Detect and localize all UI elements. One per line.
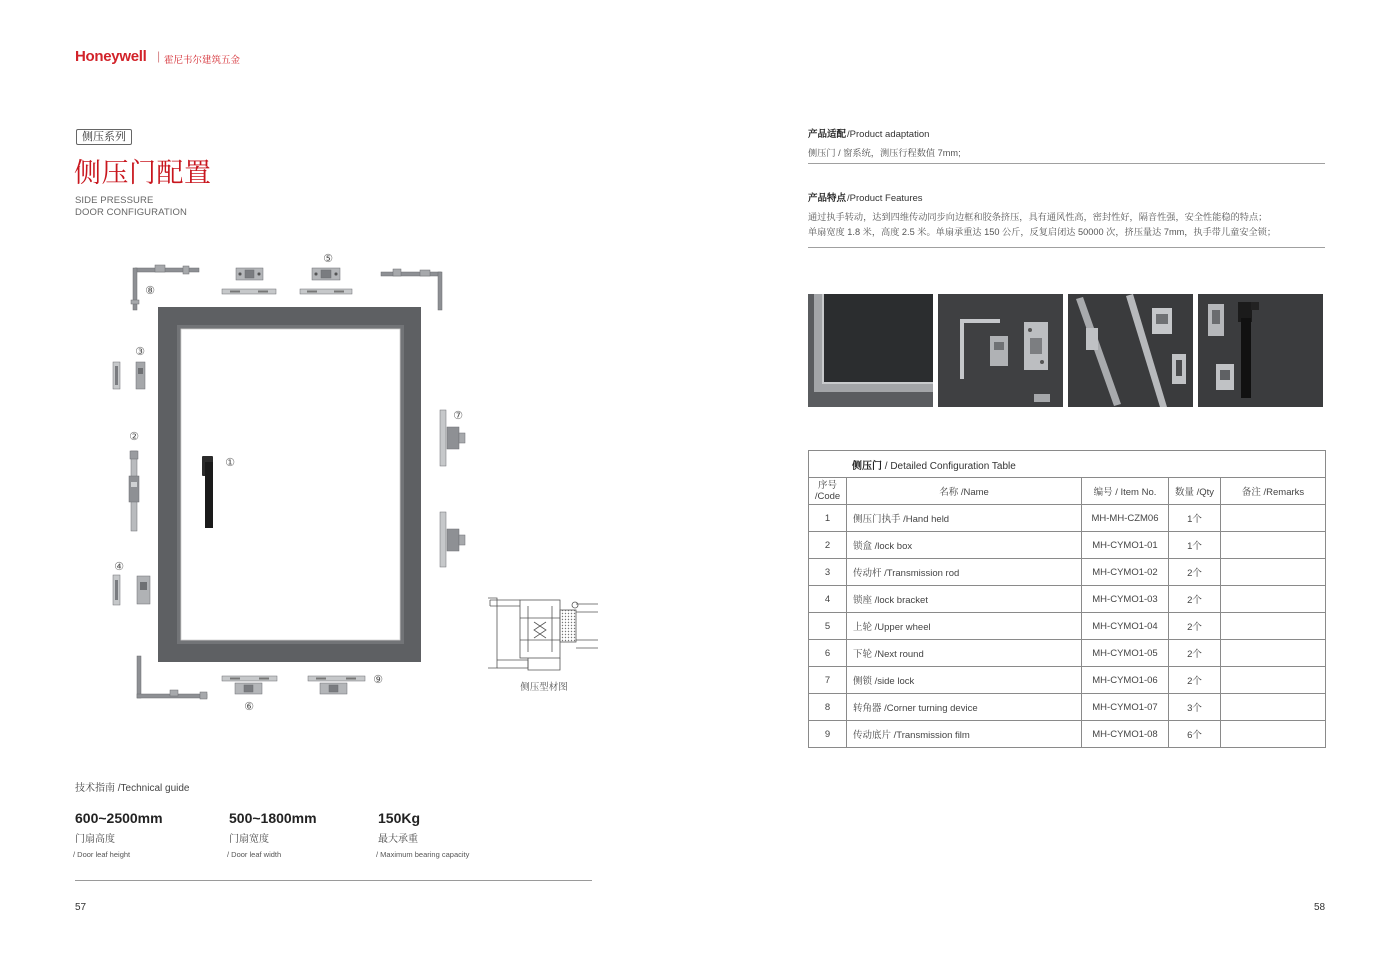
row-qty: 2个	[1169, 559, 1221, 586]
adaptation-text: 侧压门 / 窗系统，测压行程数值 7mm;	[808, 148, 961, 158]
table-row	[809, 613, 1326, 640]
row-remarks	[1221, 613, 1326, 640]
row-qty: 3个	[1169, 694, 1221, 721]
row-qty: 2个	[1169, 613, 1221, 640]
header-code-cn: 序号	[817, 480, 837, 491]
spec-label-en: / Door leaf width	[227, 850, 282, 859]
row-qty: 2个	[1169, 667, 1221, 694]
corner-device-bottom-left-image	[137, 656, 207, 699]
row-name: 传动杆 /Transmission rod	[847, 559, 1082, 586]
page-number-right: 58	[1314, 902, 1326, 913]
table-title	[809, 451, 1326, 478]
technical-guide-label: 技术指南 /Technical guide	[75, 783, 190, 794]
row-name: 下轮 /Next round	[847, 640, 1082, 667]
row-qty: 6个	[1169, 721, 1221, 748]
callout-5: ⑤	[323, 252, 333, 265]
brand-subtitle: 霍尼韦尔建筑五金	[164, 55, 241, 66]
spec-value: 150Kg	[378, 810, 421, 826]
product-photo-hardware-set	[938, 294, 1063, 407]
corner-device-top-left-image	[131, 265, 199, 310]
row-remarks	[1221, 559, 1326, 586]
lock-bracket-image	[113, 575, 150, 605]
row-item-no: MH-CYMO1-05	[1082, 640, 1169, 667]
features-line-2: 单扇宽度 1.8 米，高度 2.5 米。单扇承重达 150 公斤，反复启闭达 50000 次，挤压量达 7mm，执手带儿童安全锁；	[808, 227, 1277, 237]
page-title: 侧压门配置	[74, 158, 212, 188]
row-item-no: MH-CYMO1-02	[1082, 559, 1169, 586]
divider-line	[808, 247, 1325, 248]
header-code-en: /Code	[814, 491, 841, 502]
series-tag: 侧压系列	[76, 129, 132, 145]
row-name: 传动底片 /Transmission film	[847, 721, 1082, 748]
row-code: 3	[809, 559, 847, 586]
table-row	[809, 505, 1326, 532]
header-remarks: 备注 /Remarks	[1221, 478, 1326, 505]
table-title-row	[809, 451, 1326, 478]
header-code	[809, 478, 847, 505]
table-row	[809, 640, 1326, 667]
row-name: 侧锁 /side lock	[847, 667, 1082, 694]
row-remarks	[1221, 505, 1326, 532]
row-item-no: MH-CYMO1-01	[1082, 532, 1169, 559]
profile-caption: 侧压型材图	[520, 682, 568, 693]
row-name: 锁座 /lock bracket	[847, 586, 1082, 613]
logo-divider: |	[157, 49, 161, 63]
row-remarks	[1221, 694, 1326, 721]
callout-6: ⑥	[244, 700, 254, 713]
row-code: 4	[809, 586, 847, 613]
row-name: 锁盒 /lock box	[847, 532, 1082, 559]
row-name: 侧压门执手 /Hand held	[847, 505, 1082, 532]
product-photo-frame-corner	[808, 294, 933, 407]
lock-box-image	[129, 451, 139, 531]
row-item-no: MH-CYMO1-06	[1082, 667, 1169, 694]
row-code: 8	[809, 694, 847, 721]
transmission-rod-image	[113, 362, 145, 389]
header-qty: 数量 /Qty	[1169, 478, 1221, 505]
transmission-film-image	[308, 676, 365, 694]
row-item-no: MH-CYMO1-03	[1082, 586, 1169, 613]
adaptation-heading-cn: 产品适配	[808, 129, 847, 140]
callout-1: ①	[225, 456, 235, 469]
row-remarks	[1221, 586, 1326, 613]
table-row	[809, 532, 1326, 559]
spec-value: 500~1800mm	[229, 810, 317, 826]
spec-label-cn: 门扇宽度	[229, 834, 269, 845]
configuration-table	[808, 450, 1326, 748]
features-heading	[808, 190, 923, 204]
row-qty: 2个	[1169, 586, 1221, 613]
row-remarks	[1221, 640, 1326, 667]
callout-8: ⑧	[145, 284, 155, 297]
divider-line	[75, 880, 592, 881]
row-name: 转角器 /Corner turning device	[847, 694, 1082, 721]
subtitle-line-2: DOOR CONFIGURATION	[75, 207, 187, 218]
row-code: 1	[809, 505, 847, 532]
row-code: 2	[809, 532, 847, 559]
spec-label-en: / Door leaf height	[73, 850, 131, 859]
row-item-no: MH-CYMO1-07	[1082, 694, 1169, 721]
row-item-no: MH-CYMO1-04	[1082, 613, 1169, 640]
side-lock-image	[440, 512, 465, 567]
row-remarks	[1221, 721, 1326, 748]
next-round-image	[222, 676, 277, 694]
callout-9: ⑨	[373, 673, 383, 686]
spec-value: 600~2500mm	[75, 810, 163, 826]
table-row	[809, 559, 1326, 586]
row-remarks	[1221, 532, 1326, 559]
row-name: 上轮 /Upper wheel	[847, 613, 1082, 640]
callout-2: ②	[129, 430, 139, 443]
callout-3: ③	[135, 345, 145, 358]
row-item-no: MH-MH-CZM06	[1082, 505, 1169, 532]
row-item-no: MH-CYMO1-08	[1082, 721, 1169, 748]
row-code: 7	[809, 667, 847, 694]
header-item-no: 编号 / Item No.	[1082, 478, 1169, 505]
row-qty: 1个	[1169, 532, 1221, 559]
door-configuration-diagram	[100, 240, 620, 720]
row-code: 6	[809, 640, 847, 667]
table-title-cn: 侧压门	[852, 460, 882, 472]
product-photo-handle	[1198, 294, 1323, 407]
row-remarks	[1221, 667, 1326, 694]
divider-line	[808, 163, 1325, 164]
features-heading-cn: 产品特点	[808, 193, 847, 204]
corner-device-top-right-image	[381, 269, 442, 310]
row-qty: 1个	[1169, 505, 1221, 532]
honeywell-logo: Honeywell	[75, 48, 147, 65]
table-row	[809, 586, 1326, 613]
table-row	[809, 667, 1326, 694]
row-code: 9	[809, 721, 847, 748]
spec-max-load	[378, 810, 469, 859]
adaptation-heading-en: /Product adaptation	[847, 129, 930, 140]
features-line-1: 通过执手转动，达到四维传动同步向边框和胶条挤压，具有通风性高，密封性好，隔音性强，安全性能稳的特点；	[808, 212, 1268, 222]
spec-door-height	[75, 810, 163, 859]
callout-4: ④	[114, 560, 124, 573]
spec-label-cn: 最大承重	[378, 834, 418, 845]
upper-wheel-image	[222, 268, 276, 294]
spec-label-cn: 门扇高度	[75, 834, 115, 845]
header-name: 名称 /Name	[847, 478, 1082, 505]
row-qty: 2个	[1169, 640, 1221, 667]
table-header-row	[809, 478, 1326, 505]
profile-section-drawing	[488, 598, 598, 670]
upper-wheel-image	[300, 268, 352, 294]
adaptation-heading	[808, 126, 929, 140]
features-heading-en: /Product Features	[847, 193, 923, 204]
callout-7: ⑦	[453, 409, 463, 422]
product-photo-transmission-rods	[1068, 294, 1193, 407]
row-code: 5	[809, 613, 847, 640]
table-row	[809, 694, 1326, 721]
spec-label-en: / Maximum bearing capacity	[376, 850, 470, 859]
door-leaf	[158, 307, 421, 662]
table-title-en: / Detailed Configuration Table	[884, 460, 1016, 472]
table-row	[809, 721, 1326, 748]
spec-door-width	[229, 810, 317, 859]
subtitle-line-1: SIDE PRESSURE	[75, 195, 154, 206]
page-number-left: 57	[75, 902, 87, 913]
